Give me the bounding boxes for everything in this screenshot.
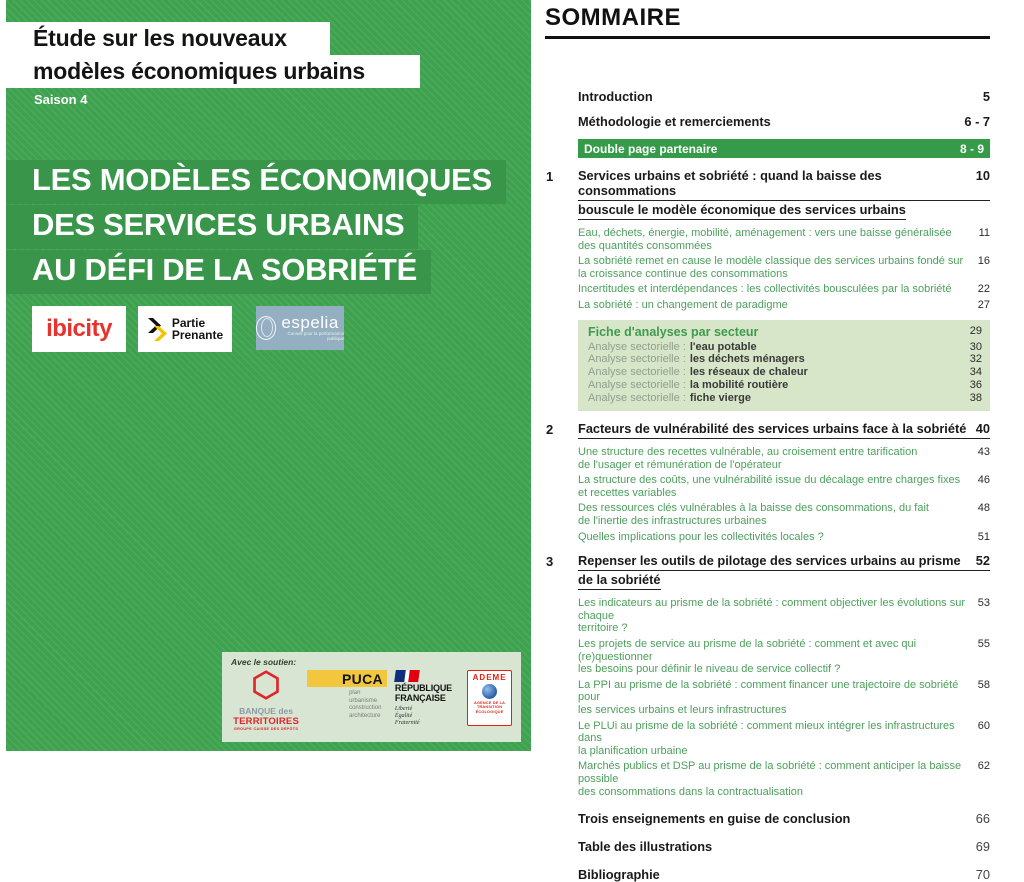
toc-page — [531, 0, 1024, 882]
toc-subentry — [578, 227, 990, 252]
section-title-row — [578, 553, 990, 571]
espelia-name: espelia — [281, 313, 339, 332]
analysis-text: les déchets ménagers — [689, 353, 805, 366]
toc-subentry — [578, 502, 990, 527]
page-number: 38 — [969, 392, 982, 405]
series-title-text2: modèles économiques urbains — [33, 58, 366, 84]
french-flag-icon — [395, 670, 421, 682]
page-number: 5 — [982, 89, 990, 104]
toc-subentry — [578, 679, 990, 717]
partie-prenante-logo — [138, 306, 232, 352]
report-series-title — [6, 22, 420, 88]
motto-fraternite: Fraternité — [394, 720, 420, 726]
globe-icon — [482, 684, 497, 699]
ademe-sub2: TRANSITION — [476, 705, 503, 710]
espelia-logo — [256, 306, 344, 350]
analysis-box-title-row — [588, 325, 982, 339]
page-number: 66 — [975, 811, 990, 827]
section-number: 1 — [546, 169, 554, 184]
toc-subentry — [578, 531, 990, 544]
page-number: 32 — [969, 353, 982, 366]
partie-prenante-line1: Partie — [171, 316, 206, 330]
toc-entry-illustrations — [578, 839, 990, 854]
partner-banner-label: Double page partenaire — [584, 141, 718, 156]
analysis-text: fiche vierge — [689, 392, 751, 405]
analysis-text: la mobilité routière — [689, 379, 789, 392]
page-number: 29 — [969, 324, 982, 337]
page-number: 30 — [969, 340, 982, 353]
analysis-box-title: Fiche d'analyses par secteur — [588, 324, 759, 339]
page-number: 8 - 9 — [959, 141, 984, 156]
toc-subentry — [578, 446, 990, 471]
support-box — [222, 652, 521, 742]
report-title-line2: DES SERVICES URBAINS — [6, 205, 418, 249]
subentry-text: La structure des coûts, une vulnérabilité issue du décalage entre charges fixes et recettes variables — [578, 474, 961, 499]
subentry-text: Marchés publics et DSP au prisme de la sobriété : comment anticiper la baisse possible des consommations dans la contractualisation — [578, 760, 962, 798]
subentry-text: La PPI au prisme de la sobriété : comment financer une trajectoire de sobriété pour les services urbains et leurs infrastructures — [578, 678, 959, 716]
puca-bar — [307, 670, 387, 687]
double-chevron-icon — [147, 317, 169, 342]
support-logos — [231, 670, 512, 731]
publisher-logos — [32, 306, 344, 352]
analysis-prefix: Analyse sectorielle : — [588, 366, 686, 379]
republique-line1: RÉPUBLIQUE — [394, 683, 452, 693]
section-number: 3 — [546, 554, 554, 570]
espelia-tagline: Conseil pour la performance publique — [287, 331, 344, 341]
motto-egalite: Égalité — [394, 713, 413, 719]
report-title-line1: LES MODÈLES ÉCONOMIQUES — [6, 160, 506, 204]
ademe-name: ADEME — [472, 673, 507, 682]
analysis-box — [578, 320, 990, 412]
toc-entry-methodologie — [578, 114, 990, 129]
toc-body — [546, 89, 990, 882]
page-number: 52 — [975, 553, 990, 569]
toc-subentry — [578, 283, 990, 296]
toc-entry-label: Table des illustrations — [578, 839, 713, 855]
subentry-text: Des ressources clés vulnérables à la baisse des consommations, du fait de l'inertie des infrastructures urbaines — [578, 502, 929, 528]
banque-territoires-line1: BANQUE des — [239, 706, 293, 716]
page-number: 55 — [977, 638, 990, 651]
support-label: Avec le soutien: — [231, 657, 297, 667]
analysis-entry — [588, 341, 982, 354]
page-number: 16 — [977, 255, 990, 268]
partie-prenante-logo-text — [172, 317, 223, 341]
section-title-line1: Facteurs de vulnérabilité des services urbains face à la sobriété — [578, 421, 967, 437]
analysis-text: l'eau potable — [689, 340, 757, 353]
page-number: 58 — [977, 678, 990, 691]
banque-territoires-logo — [231, 670, 301, 731]
page-number: 70 — [975, 867, 990, 882]
section-title-line1: Repenser les outils de pilotage des services urbains au prisme — [578, 553, 961, 569]
series-title-line2 — [6, 55, 420, 88]
page-number: 40 — [975, 421, 990, 437]
season-badge: Saison 4 — [34, 92, 88, 107]
page-number: 53 — [977, 597, 990, 610]
section-number: 2 — [546, 422, 554, 438]
subentry-text: La sobriété : un changement de paradigme — [578, 298, 788, 311]
section-title-line2: bouscule le modèle économique des services urbains — [578, 202, 906, 220]
republique-motto — [395, 706, 459, 727]
ademe-subtitle — [474, 701, 505, 714]
page-number: 27 — [977, 298, 990, 311]
toc-entry-introduction — [578, 89, 990, 104]
page-number: 6 - 7 — [964, 114, 990, 129]
puca-sub1: plan — [349, 690, 361, 696]
subentry-text: Les projets de service au prisme de la sobriété : comment et avec qui (re)questionner les besoins pour définir le niveau de service collectif ? — [578, 638, 917, 676]
page-number: 43 — [977, 446, 990, 459]
subentry-text: La sobriété remet en cause le modèle classique des services urbains fondé sur la croissance continue des consommations — [578, 255, 964, 280]
toc-entry-label: Trois enseignements en guise de conclusion — [578, 811, 851, 827]
toc-entry-label: Méthodologie et remerciements — [578, 114, 771, 129]
page-number: 62 — [977, 760, 990, 773]
toc-entry-conclusion — [578, 811, 990, 826]
puca-sub3: construction — [349, 705, 382, 711]
section-title-line2: de la sobriété — [578, 572, 661, 590]
analysis-entry — [588, 379, 982, 392]
analysis-prefix: Analyse sectorielle : — [588, 340, 686, 353]
page-number: 69 — [975, 839, 990, 855]
ibicity-logo-text: ibicity — [46, 315, 112, 342]
section-items — [578, 227, 990, 312]
report-title — [6, 160, 506, 295]
ibicity-logo — [32, 306, 126, 352]
page-number: 51 — [977, 530, 990, 543]
toc-subentry — [578, 597, 990, 635]
republique-francaise-logo — [395, 670, 459, 727]
section-title-row — [578, 168, 990, 201]
toc-subentry — [578, 299, 990, 312]
section-title-row — [578, 421, 990, 439]
partner-banner — [578, 139, 990, 158]
subentry-text: Les indicateurs au prisme de la sobriété : comment objectiver les évolutions sur chaque territoire ? — [578, 597, 966, 635]
subentry-text: Le PLUi au prisme de la sobriété : comment mieux intégrer les infrastructures dans la planification urbaine — [578, 719, 955, 757]
toc-section-1 — [546, 168, 990, 411]
cover-page — [0, 0, 531, 751]
banque-territoires-line3: GROUPE CAISSE DES DÉPÔTS — [233, 727, 299, 731]
toc-section-3 — [546, 553, 990, 798]
section-items — [578, 597, 990, 798]
series-title-line1 — [6, 22, 330, 55]
cover-background — [6, 0, 531, 751]
puca-logo — [307, 670, 387, 720]
puca-subtitle — [349, 690, 387, 720]
toc-subentry — [578, 720, 990, 758]
page-number: 22 — [977, 283, 990, 296]
page-number: 11 — [978, 227, 990, 239]
page-number: 48 — [977, 502, 990, 515]
analysis-entry — [588, 392, 982, 405]
ademe-logo — [467, 670, 512, 726]
analysis-prefix: Analyse sectorielle : — [588, 353, 686, 366]
espelia-logo-text — [281, 315, 344, 341]
toc-subentry — [578, 638, 990, 676]
subentry-text: Une structure des recettes vulnérable, au croisement entre tarification de l'usager et rémunération de l'opérateur — [578, 446, 918, 471]
subentry-text: Eau, déchets, énergie, mobilité, aménagement : vers une baisse généralisée des quantités consommées — [578, 227, 952, 252]
hexagon-icon — [252, 670, 280, 700]
subentry-text: Quelles implications pour les collectivités locales ? — [578, 530, 824, 543]
ademe-sub1: AGENCE DE LA — [474, 701, 506, 705]
analysis-prefix: Analyse sectorielle : — [588, 379, 686, 392]
toc-subentry — [578, 474, 990, 499]
page-number: 46 — [977, 474, 990, 487]
report-title-line3: AU DÉFI DE LA SOBRIÉTÉ — [6, 250, 431, 294]
page-number: 36 — [969, 379, 982, 392]
puca-sub2: urbanisme — [349, 697, 378, 704]
section-title-line1: Services urbains et sobriété : quand la baisse des consommations — [578, 168, 882, 198]
partie-prenante-line2: Prenante — [171, 328, 224, 342]
puca-name: PUCA — [342, 670, 383, 687]
analysis-prefix: Analyse sectorielle : — [588, 392, 686, 405]
puca-sub4: architecture — [349, 712, 381, 719]
page-number: 34 — [969, 366, 982, 379]
subentry-text: Incertitudes et interdépendances : les collectivités bousculées par la sobriété — [578, 283, 952, 296]
analysis-text: les réseaux de chaleur — [689, 366, 808, 379]
ademe-sub3: ÉCOLOGIQUE — [475, 709, 504, 714]
republique-line2: FRANÇAISE — [394, 692, 446, 703]
toc-entry-label: Bibliographie — [578, 867, 660, 882]
section-items — [578, 446, 990, 543]
toc-subentry — [578, 760, 990, 798]
espelia-globe-icon — [256, 316, 276, 340]
analysis-entry — [588, 366, 982, 379]
toc-section-2 — [546, 421, 990, 543]
page-number: 10 — [975, 168, 990, 183]
series-title-text1: Étude sur les nouveaux — [33, 25, 287, 51]
toc-entry-bibliographie — [578, 867, 990, 882]
motto-liberte: Liberté — [394, 706, 413, 712]
banque-territoires-line2: TERRITOIRES — [233, 716, 299, 727]
page-title: SOMMAIRE — [545, 4, 990, 39]
page-number: 60 — [977, 719, 990, 732]
toc-entry-label: Introduction — [578, 89, 653, 104]
toc-subentry — [578, 255, 990, 280]
analysis-entry — [588, 353, 982, 366]
